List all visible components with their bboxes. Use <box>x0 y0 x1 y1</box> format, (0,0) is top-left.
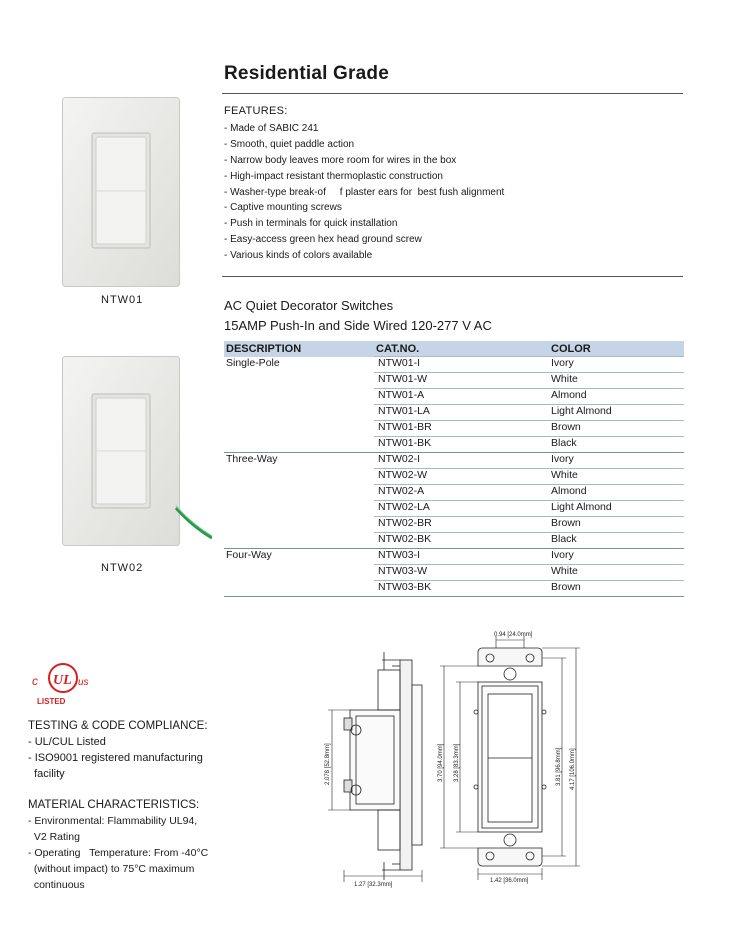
table-row <box>224 501 684 517</box>
cell-description <box>224 421 374 437</box>
features-heading: FEATURES: <box>224 105 288 117</box>
table-row <box>224 437 684 453</box>
feature-item: - Smooth, quiet paddle action <box>224 138 355 150</box>
cell-cat-no: NTW01-I <box>374 357 549 373</box>
feature-item: - Push in terminals for quick installation <box>224 218 398 230</box>
table-row <box>224 565 684 581</box>
table-row <box>224 549 684 565</box>
table-header-row <box>224 341 684 357</box>
table-row <box>224 581 684 597</box>
cell-color: White <box>549 469 684 485</box>
cell-color: Ivory <box>549 549 684 565</box>
cell-cat-no: NTW01-W <box>374 373 549 389</box>
cell-description <box>224 533 374 549</box>
cell-cat-no: NTW03-W <box>374 565 549 581</box>
front-view-drawing <box>436 622 586 884</box>
material-item: V2 Rating <box>28 831 80 843</box>
material-item: continuous <box>28 879 85 891</box>
cell-description <box>224 389 374 405</box>
compliance-heading: TESTING & CODE COMPLIANCE: <box>28 720 208 732</box>
cell-color: Almond <box>549 389 684 405</box>
cell-color: Black <box>549 533 684 549</box>
cell-cat-no: NTW03-I <box>374 549 549 565</box>
material-heading: MATERIAL CHARACTERISTICS: <box>28 799 200 811</box>
section-subtitle: 15AMP Push-In and Side Wired 120-277 V AC <box>224 318 492 333</box>
cell-description <box>224 581 374 597</box>
material-item: - Environmental: Flammability UL94, <box>28 815 198 827</box>
cell-description <box>224 373 374 389</box>
feature-item: - Captive mounting screws <box>224 202 342 214</box>
cell-description <box>224 485 374 501</box>
cell-color: Light Almond <box>549 405 684 421</box>
cell-color: Black <box>549 437 684 453</box>
cell-description <box>224 437 374 453</box>
culus-listed-logo <box>28 660 98 706</box>
dim-front-h1: 3.70 [94.0mm] <box>438 743 444 782</box>
cell-color: Light Almond <box>549 501 684 517</box>
cell-color: Brown <box>549 421 684 437</box>
feature-item: - Narrow body leaves more room for wires in the box <box>224 154 457 166</box>
cell-color: Ivory <box>549 357 684 373</box>
feature-item: - Easy-access green hex head ground screw <box>224 234 422 246</box>
feature-item: - Made of SABIC 241 <box>224 122 319 134</box>
dim-bottom-width: 1.42 [36.0mm] <box>490 878 529 884</box>
cell-cat-no: NTW01-BR <box>374 421 549 437</box>
table-row <box>224 453 684 469</box>
cell-cat-no: NTW01-LA <box>374 405 549 421</box>
dim-front-h4: 4.17 [106.0mm] <box>570 748 576 790</box>
feature-item: - High-impact resistant thermoplastic construction <box>224 170 443 182</box>
table-row <box>224 373 684 389</box>
cell-description <box>224 565 374 581</box>
features-block <box>224 104 504 264</box>
ntw02-switch-image <box>62 356 212 546</box>
features-rule <box>222 276 683 277</box>
page-title: Residential Grade <box>224 63 389 84</box>
cell-description <box>224 517 374 533</box>
cell-cat-no: NTW03-BK <box>374 581 549 597</box>
ntw01-switch-image <box>62 97 180 287</box>
cell-cat-no: NTW02-LA <box>374 501 549 517</box>
catalog-table <box>224 341 684 597</box>
dim-front-h3: 3.81 [96.8mm] <box>556 747 562 786</box>
logo-us: us <box>78 677 89 688</box>
table-row <box>224 389 684 405</box>
cell-color: White <box>549 565 684 581</box>
cell-description <box>224 501 374 517</box>
logo-listed: LISTED <box>37 697 66 706</box>
title-rule <box>222 93 683 94</box>
column-header-cat-no: CAT.NO. <box>374 341 549 357</box>
logo-ul: UL <box>53 673 72 688</box>
cell-cat-no: NTW01-BK <box>374 437 549 453</box>
table-row <box>224 533 684 549</box>
cell-cat-no: NTW02-BK <box>374 533 549 549</box>
cell-color: Ivory <box>549 453 684 469</box>
cell-color: Almond <box>549 485 684 501</box>
cell-description: Three-Way <box>224 453 374 469</box>
cell-description <box>224 405 374 421</box>
cell-description: Four-Way <box>224 549 374 565</box>
dim-front-h2: 3.28 [83.3mm] <box>454 743 460 782</box>
compliance-item: - UL/CUL Listed <box>28 736 106 748</box>
table-row <box>224 357 684 373</box>
section-title: AC Quiet Decorator Switches <box>224 298 394 313</box>
cell-color: White <box>549 373 684 389</box>
cell-cat-no: NTW02-W <box>374 469 549 485</box>
cell-cat-no: NTW02-I <box>374 453 549 469</box>
cell-description <box>224 469 374 485</box>
column-header-color: COLOR <box>549 341 684 357</box>
ntw01-label: NTW01 <box>101 294 144 306</box>
table-row <box>224 405 684 421</box>
material-item: (without impact) to 75°C maximum <box>28 863 195 875</box>
feature-item: - Various kinds of colors available <box>224 250 373 262</box>
cell-cat-no: NTW02-BR <box>374 517 549 533</box>
cell-cat-no: NTW02-A <box>374 485 549 501</box>
table-row <box>224 469 684 485</box>
cell-color: Brown <box>549 517 684 533</box>
table-row <box>224 421 684 437</box>
cell-color: Brown <box>549 581 684 597</box>
cell-cat-no: NTW01-A <box>374 389 549 405</box>
logo-c: c <box>32 674 38 688</box>
compliance-item: - ISO9001 registered manufacturing <box>28 752 203 764</box>
material-characteristics-block <box>28 797 208 893</box>
side-view-drawing <box>322 640 440 890</box>
cell-description: Single-Pole <box>226 356 280 369</box>
dim-side-depth: 1.27 [32.3mm] <box>354 882 393 888</box>
feature-item: - Washer-type break-of f plaster ears for best fush alignment <box>224 186 505 198</box>
column-header-description: DESCRIPTION <box>224 341 374 357</box>
table-row <box>224 485 684 501</box>
dim-top-width: 0.94 [24.0mm] <box>494 632 533 638</box>
ntw02-label: NTW02 <box>101 562 144 574</box>
table-row <box>224 517 684 533</box>
material-item: - Operating Temperature: From -40°C <box>28 847 209 859</box>
testing-compliance-block <box>28 718 208 782</box>
compliance-item: facility <box>28 768 65 780</box>
dim-side-height: 2.078 [52.8mm] <box>325 743 331 785</box>
